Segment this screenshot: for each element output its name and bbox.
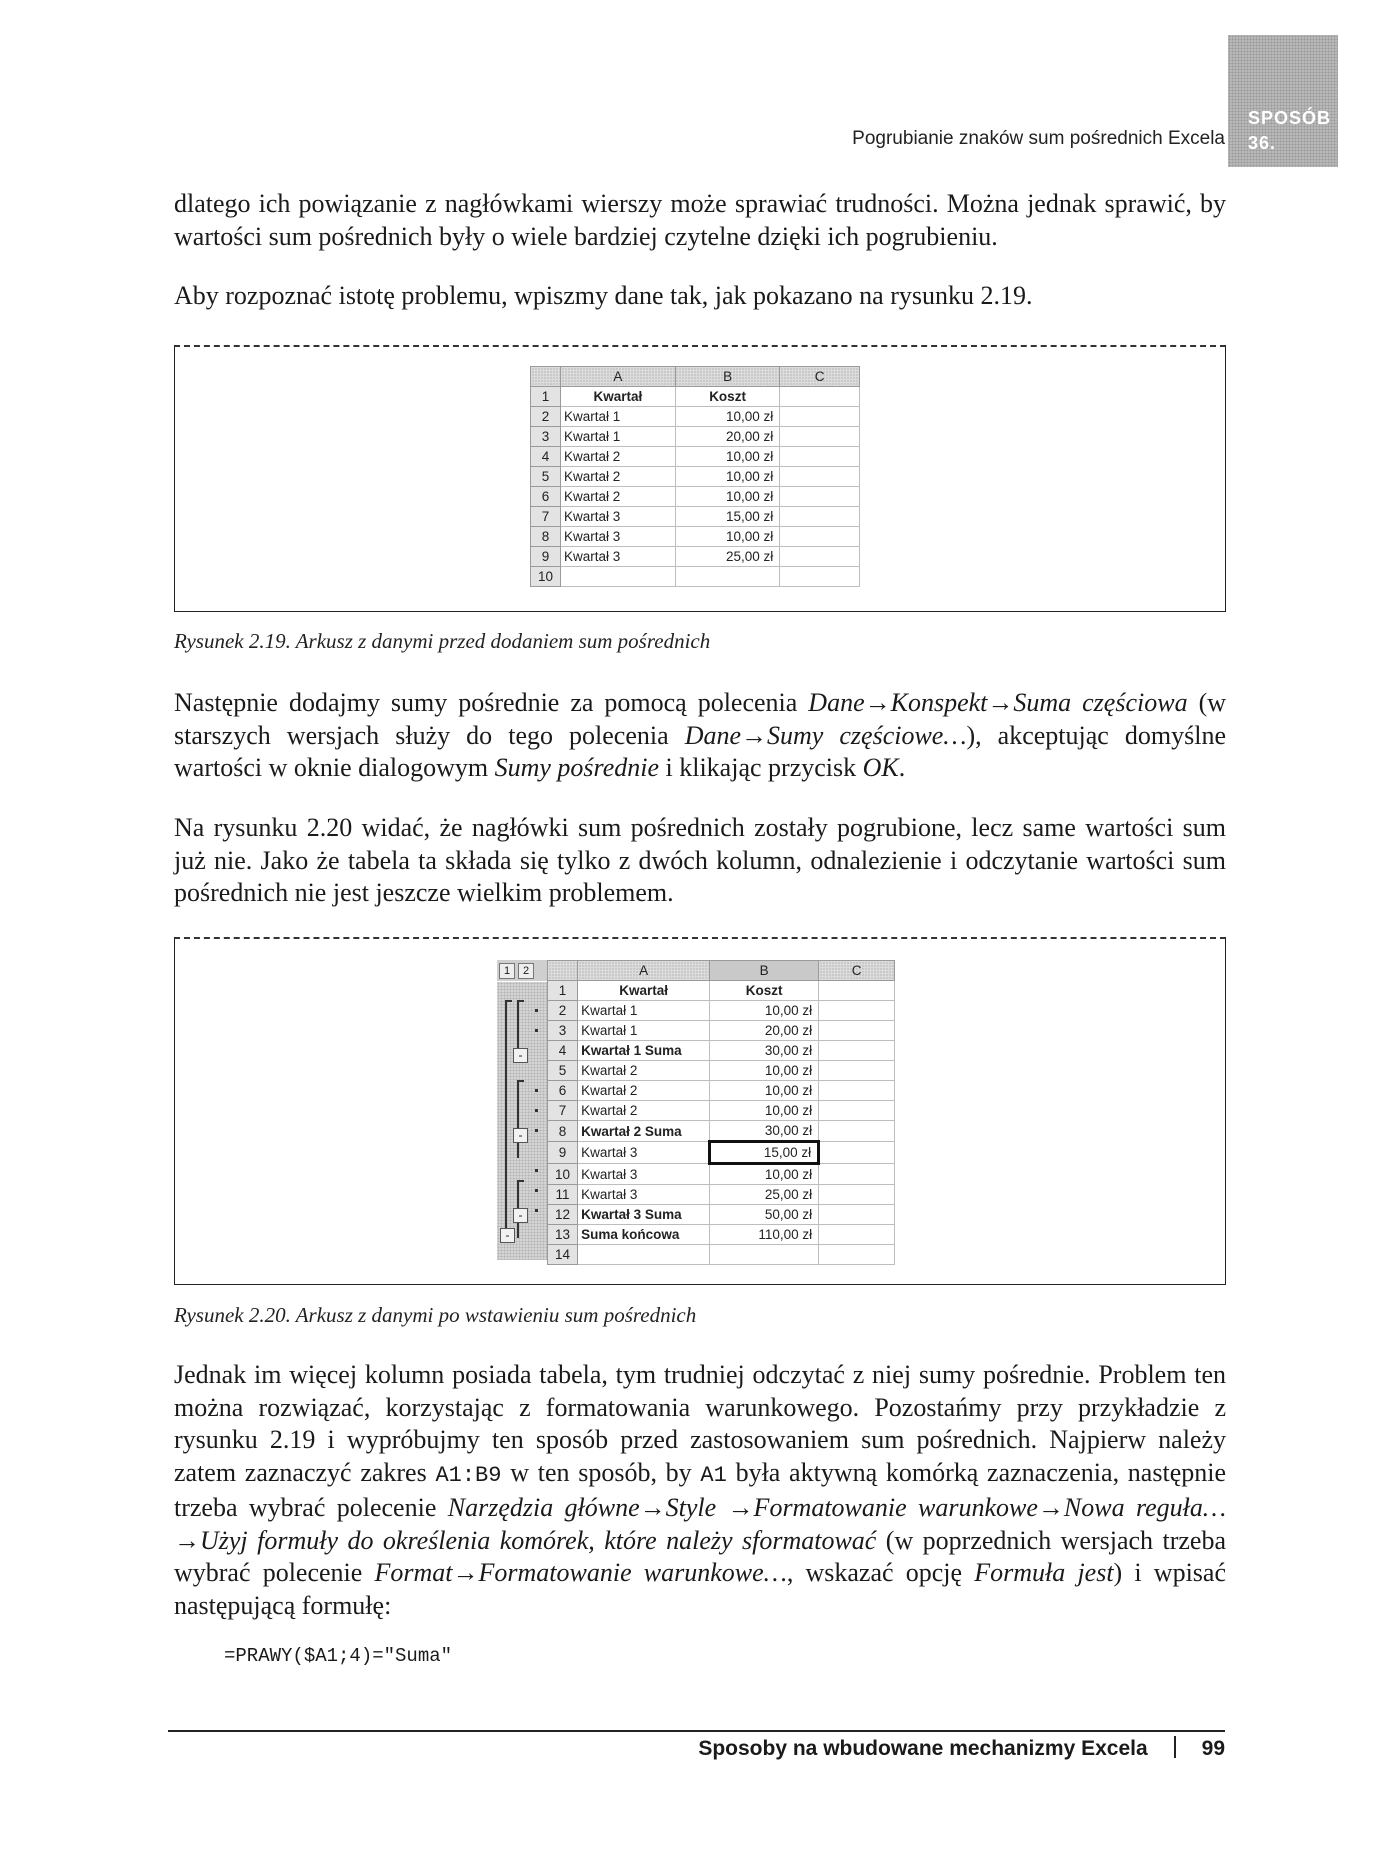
table-row bbox=[548, 1041, 895, 1061]
cell-empty bbox=[819, 1142, 895, 1164]
outline-dot bbox=[535, 1009, 538, 1012]
table-row bbox=[548, 1121, 895, 1142]
cell-koszt: 10,00 zł bbox=[675, 527, 779, 547]
row-header: 5 bbox=[531, 467, 561, 487]
cell-empty bbox=[780, 467, 860, 487]
row-header: 9 bbox=[531, 547, 561, 567]
p3-text: Następnie dodajmy sumy pośrednie za pomocą polecenia bbox=[174, 688, 809, 717]
cell-empty bbox=[780, 547, 860, 567]
cell-kwartal: Kwartał 2 bbox=[578, 1101, 710, 1121]
table-row bbox=[548, 1185, 895, 1205]
cell-koszt: 50,00 zł bbox=[710, 1205, 819, 1225]
cell-empty bbox=[819, 1021, 895, 1041]
cell-koszt: 10,00 zł bbox=[710, 1164, 819, 1185]
cell-empty bbox=[780, 487, 860, 507]
p5-range-code: A1:B9 bbox=[435, 1462, 502, 1488]
row-header: 8 bbox=[531, 527, 561, 547]
p3-text: . bbox=[898, 753, 906, 782]
cell-kwartal: Suma końcowa bbox=[578, 1225, 710, 1245]
corner-cell bbox=[548, 961, 578, 981]
p3-ok-label: OK bbox=[862, 753, 899, 782]
cell-kwartal-header: Kwartał bbox=[578, 981, 710, 1001]
p5-text: Jednak im więcej kolumn posiada tabela, tym trudniej odczytać z niej sumy pośrednie. Problem ten można rozwiązać, korzystając z formatowania warunkowego. Pozostańmy przy przykładzie z rysunku 2.19 i wypróbujmy ten sposób przed zastosowaniem sum pośrednich. Najpierw należy zatem zaznaczyć zakres bbox=[174, 1360, 1226, 1487]
cell-koszt: 10,00 zł bbox=[675, 467, 779, 487]
p5-text: (w poprzednich wersjach trzeba wybrać polecenie bbox=[174, 1525, 1226, 1587]
p5-text: ) i wpisać następującą formułę: bbox=[174, 1558, 1227, 1620]
row-header: 9 bbox=[548, 1142, 578, 1164]
p5-menu-path-1: Narzędzia główne→Style →Formatowanie warunkowe→Nowa reguła…→Użyj formuły do określenia komórek, które należy sformatować bbox=[174, 1493, 1226, 1555]
figure-2-spreadsheet bbox=[547, 960, 895, 1265]
table-row bbox=[548, 1021, 895, 1041]
cell-koszt: 110,00 zł bbox=[710, 1225, 819, 1245]
table-row bbox=[531, 487, 860, 507]
row-header: 13 bbox=[548, 1225, 578, 1245]
row-header: 7 bbox=[531, 507, 561, 527]
cell-koszt bbox=[710, 1245, 819, 1265]
row-header: 1 bbox=[548, 981, 578, 1001]
cell-koszt: 25,00 zł bbox=[710, 1185, 819, 1205]
cell-empty bbox=[780, 567, 860, 587]
row-header: 3 bbox=[531, 427, 561, 447]
table-row bbox=[531, 447, 860, 467]
row-header: 6 bbox=[548, 1081, 578, 1101]
cell-koszt-header: Koszt bbox=[675, 387, 779, 407]
formula-code: =PRAWY($A1;4)="Suma" bbox=[224, 1645, 453, 1667]
outline-dot bbox=[535, 1169, 538, 1172]
cell-koszt bbox=[675, 567, 779, 587]
p5-text: była aktywną komórką zaznaczenia, następnie trzeba wybrać polecenie bbox=[174, 1457, 1226, 1522]
cell-koszt: 10,00 zł bbox=[710, 1101, 819, 1121]
cell-kwartal: Kwartał 1 bbox=[561, 427, 676, 447]
paragraph-4: Na rysunku 2.20 widać, że nagłówki sum pośrednich zostały pogrubione, lecz same wartości sum już nie. Jako że tabela ta składa się tylko z dwóch kolumn, odnalezienie i odczytanie wartości sum pośrednich nie jest jeszcze wielkim problemem. bbox=[174, 813, 1226, 907]
cell-empty bbox=[819, 1245, 895, 1265]
outline-dot bbox=[535, 1209, 538, 1212]
cell-empty bbox=[819, 1001, 895, 1021]
cell-empty bbox=[780, 407, 860, 427]
column-header-c: C bbox=[780, 367, 860, 387]
chapter-tab bbox=[1228, 35, 1338, 167]
row-header: 2 bbox=[531, 407, 561, 427]
cell-kwartal: Kwartał 1 bbox=[578, 1021, 710, 1041]
cell-empty bbox=[819, 1041, 895, 1061]
row-header: 3 bbox=[548, 1021, 578, 1041]
table-row bbox=[531, 567, 860, 587]
outline-dot bbox=[535, 1029, 538, 1032]
paragraph-1: dlatego ich powiązanie z nagłówkami wierszy może sprawiać trudności. Można jednak sprawić, by wartości sum pośrednich były o wiele bardziej czytelne dzięki ich pogrubieniu. bbox=[174, 189, 1226, 251]
cell-kwartal: Kwartał 2 bbox=[561, 487, 676, 507]
p3-menu-path-2: Dane→Sumy częściowe… bbox=[684, 720, 967, 750]
table-row bbox=[531, 427, 860, 447]
p3-menu-path-1: Dane→Konspekt→Suma częściowa bbox=[808, 688, 1188, 717]
outline-bracket-level-2 bbox=[517, 1080, 519, 1158]
column-header-c: C bbox=[819, 961, 895, 981]
figure-1-caption: Rysunek 2.19. Arkusz z danymi przed dodaniem sum pośrednich bbox=[174, 629, 711, 653]
cell-kwartal bbox=[578, 1245, 710, 1265]
p3-text: ), akceptując domyślne wartości w oknie dialogowym bbox=[174, 720, 1226, 782]
cell-koszt: 10,00 zł bbox=[675, 407, 779, 427]
table-row bbox=[548, 1001, 895, 1021]
row-header: 6 bbox=[531, 487, 561, 507]
p5-option-name: Formuła jest bbox=[974, 1558, 1114, 1587]
p5-text: w ten sposób, by bbox=[501, 1457, 701, 1487]
p3-text: i klikając przycisk bbox=[659, 753, 863, 782]
cell-koszt: 10,00 zł bbox=[710, 1061, 819, 1081]
cell-kwartal: Kwartał 3 bbox=[561, 527, 676, 547]
table-row bbox=[548, 1061, 895, 1081]
table-row bbox=[531, 507, 860, 527]
outline-dot bbox=[535, 1129, 538, 1132]
chapter-tab-label: SPOSÓB bbox=[1248, 108, 1332, 128]
row-header: 7 bbox=[548, 1101, 578, 1121]
column-header-a: A bbox=[578, 961, 710, 981]
cell-koszt: 30,00 zł bbox=[710, 1041, 819, 1061]
row-header: 11 bbox=[548, 1185, 578, 1205]
row-header: 4 bbox=[548, 1041, 578, 1061]
cell-kwartal: Kwartał 2 bbox=[578, 1061, 710, 1081]
cell-empty bbox=[819, 1225, 895, 1245]
table-row bbox=[548, 1205, 895, 1225]
outline-dot bbox=[535, 1089, 538, 1092]
collapse-group-3-button[interactable]: - bbox=[513, 1208, 528, 1223]
collapse-group-1-button[interactable]: - bbox=[513, 1048, 528, 1063]
cell-empty bbox=[819, 1205, 895, 1225]
outline-level-bar bbox=[497, 960, 547, 981]
p3-text: (w starszych wersjach służy do tego polecenia bbox=[174, 688, 1227, 750]
outline-dot bbox=[535, 1109, 538, 1112]
cell-empty bbox=[780, 427, 860, 447]
footer-rule bbox=[168, 1730, 1225, 1732]
cell-kwartal: Kwartał 2 bbox=[578, 1081, 710, 1101]
cell-kwartal: Kwartał 3 bbox=[561, 547, 676, 567]
cell-empty bbox=[819, 1121, 895, 1142]
row-header: 2 bbox=[548, 1001, 578, 1021]
outline-bracket-level-1 bbox=[505, 1000, 507, 1238]
paragraph-2: Aby rozpoznać istotę problemu, wpiszmy dane tak, jak pokazano na rysunku 2.19. bbox=[174, 281, 1033, 310]
table-row bbox=[531, 527, 860, 547]
cell-kwartal: Kwartał 2 bbox=[561, 467, 676, 487]
corner-cell bbox=[531, 367, 561, 387]
figure-1-spreadsheet bbox=[530, 366, 860, 587]
cell-kwartal: Kwartał 1 Suma bbox=[578, 1041, 710, 1061]
table-row bbox=[531, 547, 860, 567]
cell-empty bbox=[819, 1164, 895, 1185]
table-row bbox=[531, 467, 860, 487]
collapse-all-button[interactable]: - bbox=[500, 1228, 515, 1243]
cell-empty bbox=[780, 447, 860, 467]
column-header-a: A bbox=[561, 367, 676, 387]
cell-kwartal-header: Kwartał bbox=[561, 387, 676, 407]
row-header: 10 bbox=[548, 1164, 578, 1185]
cell-kwartal: Kwartał 3 bbox=[578, 1185, 710, 1205]
cell-kwartal bbox=[561, 567, 676, 587]
footer-separator bbox=[1174, 1736, 1176, 1758]
paragraph-3 bbox=[174, 687, 1226, 785]
p5-cell-code: A1 bbox=[700, 1462, 727, 1488]
table-row bbox=[548, 1225, 895, 1245]
row-header: 14 bbox=[548, 1245, 578, 1265]
cell-kwartal: Kwartał 2 bbox=[561, 447, 676, 467]
cell-koszt: 10,00 zł bbox=[710, 1001, 819, 1021]
cell-empty bbox=[780, 527, 860, 547]
p5-text: , wskazać opcję bbox=[786, 1558, 975, 1587]
page-number: 99 bbox=[1201, 1737, 1225, 1760]
row-header: 8 bbox=[548, 1121, 578, 1142]
table-row bbox=[548, 1245, 895, 1265]
footer-title: Sposoby na wbudowane mechanizmy Excela bbox=[698, 1737, 1148, 1760]
row-header: 5 bbox=[548, 1061, 578, 1081]
running-head: Pogrubianie znaków sum pośrednich Excela bbox=[852, 128, 1225, 149]
cell-koszt: 30,00 zł bbox=[710, 1121, 819, 1142]
cell-koszt: 10,00 zł bbox=[710, 1081, 819, 1101]
cell-kwartal: Kwartał 1 bbox=[561, 407, 676, 427]
cell-empty bbox=[780, 387, 860, 407]
table-row bbox=[548, 1164, 895, 1185]
cell-empty bbox=[819, 1101, 895, 1121]
cell-empty bbox=[819, 1081, 895, 1101]
cell-koszt-header: Koszt bbox=[710, 981, 819, 1001]
cell-empty bbox=[819, 1185, 895, 1205]
cell-kwartal: Kwartał 1 bbox=[578, 1001, 710, 1021]
column-header-b: B bbox=[675, 367, 779, 387]
figure-2-caption: Rysunek 2.20. Arkusz z danymi po wstawieniu sum pośrednich bbox=[174, 1303, 697, 1327]
collapse-group-2-button[interactable]: - bbox=[513, 1128, 528, 1143]
table-row bbox=[531, 407, 860, 427]
table-row bbox=[548, 1142, 895, 1164]
cell-koszt: 20,00 zł bbox=[675, 427, 779, 447]
row-header: 4 bbox=[531, 447, 561, 467]
table-row bbox=[548, 1081, 895, 1101]
cell-koszt: 10,00 zł bbox=[675, 447, 779, 467]
table-row bbox=[548, 1101, 895, 1121]
cell-koszt: 20,00 zł bbox=[710, 1021, 819, 1041]
p5-menu-path-2: Format→Formatowanie warunkowe… bbox=[374, 1558, 787, 1587]
cell-empty bbox=[819, 1061, 895, 1081]
cell-koszt: 10,00 zł bbox=[675, 487, 779, 507]
paragraph-5 bbox=[174, 1359, 1226, 1622]
p3-dialog-name: Sumy pośrednie bbox=[494, 753, 660, 782]
cell-empty bbox=[780, 507, 860, 527]
cell-koszt: 15,00 zł bbox=[675, 507, 779, 527]
row-header: 1 bbox=[531, 387, 561, 407]
cell-kwartal: Kwartał 3 Suma bbox=[578, 1205, 710, 1225]
outline-level-2-button[interactable]: 2 bbox=[518, 963, 534, 979]
column-header-b: B bbox=[710, 961, 819, 981]
outline-dot bbox=[535, 1189, 538, 1192]
chapter-tab-number: 36. bbox=[1248, 133, 1277, 153]
cell-kwartal: Kwartał 2 Suma bbox=[578, 1121, 710, 1142]
cell-kwartal: Kwartał 3 bbox=[578, 1142, 710, 1164]
outline-level-1-button[interactable]: 1 bbox=[499, 963, 515, 979]
row-header: 10 bbox=[531, 567, 561, 587]
cell-kwartal: Kwartał 3 bbox=[561, 507, 676, 527]
cell-kwartal: Kwartał 3 bbox=[578, 1164, 710, 1185]
cell-empty bbox=[819, 981, 895, 1001]
cell-koszt: 15,00 zł bbox=[710, 1142, 819, 1164]
footer bbox=[698, 1736, 1225, 1761]
cell-koszt: 25,00 zł bbox=[675, 547, 779, 567]
row-header: 12 bbox=[548, 1205, 578, 1225]
